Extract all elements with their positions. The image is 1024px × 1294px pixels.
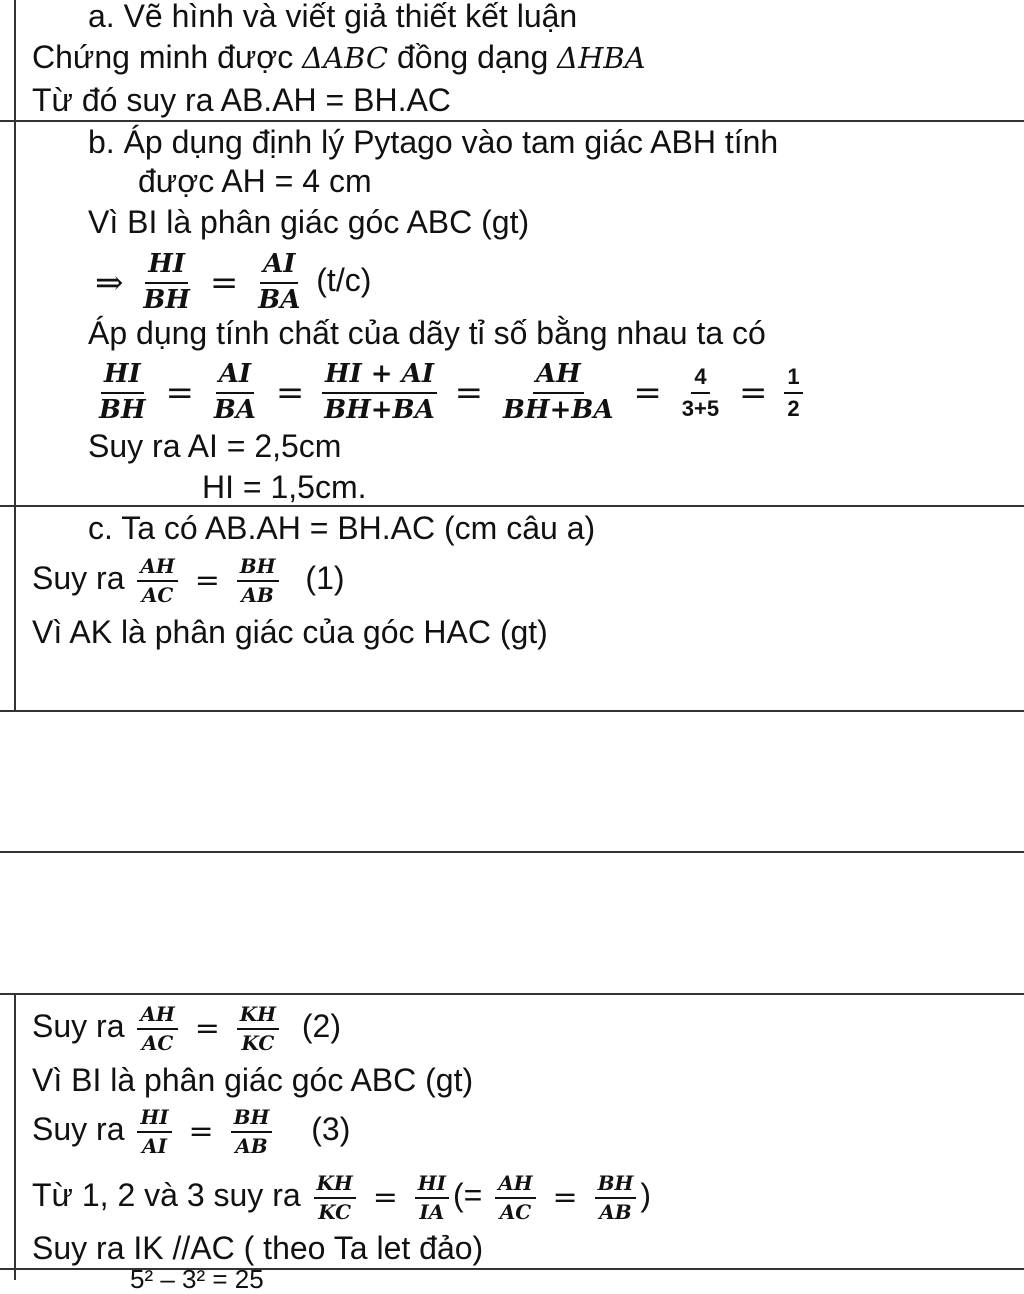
fraction-ah-ac: $\frac{AH}{AC}$ [495,1172,535,1224]
cont-ratio-2: Suy ra $\frac{AH}{AC}$ = $\frac{KH}{KC}$ (2) [32,1001,341,1055]
triangle-hba: ΔHBA [557,41,646,75]
fraction-ai-ba: $\frac{AI}{BA}$ [258,248,301,315]
fraction-ah-sum: $\frac{AH}{BH+BA}$ [503,358,614,425]
part-b-hi-value: HI = 1,5cm. [202,469,367,505]
fraction-bh-ab: $\frac{BH}{AB}$ [595,1172,637,1224]
fraction-1-2: $\frac{1}{2}$ [784,364,802,421]
triangle-abc: ΔABC [302,41,389,75]
cut-off-line: 5² – 3² = 25 [130,1264,264,1294]
fraction-hi-ia: $\frac{HI}{IA}$ [415,1172,449,1224]
part-b-series-intro: Áp dụng tính chất của dãy tỉ số bằng nhau ta có [88,315,766,351]
part-b-bisector-property: ⇒ $\frac{HI}{BH}$ = $\frac{AI}{BA}$ (t/c) [95,248,372,315]
part-c-ak-bisector: Vì AK là phân giác của góc HAC (gt) [32,614,548,650]
part-b-item: b. Áp dụng định lý Pytago vào tam giác ABH tính [88,124,779,160]
part-a-item: a. Vẽ hình và viết giả thiết kết luận [88,0,578,34]
part-c-item: c. Ta có AB.AH = BH.AC (cm câu a) [88,510,596,546]
fraction-ah-ac: $\frac{AH}{AC}$ [137,555,177,607]
part-b-bisector: Vì BI là phân giác góc ABC (gt) [88,204,530,240]
fraction-sum: $\frac{HI + AI}{BH+BA}$ [321,360,437,426]
fraction-hi-ai: $\frac{HI}{AI}$ [137,1106,171,1158]
cont-ratio-3: Suy ra $\frac{HI}{AI}$ = $\frac{BH}{AB}$ (3) [32,1104,351,1158]
part-a-similarity: Chứng minh được ΔABC đồng dạng ΔHBA [32,39,646,75]
fraction-kh-kc: $\frac{KH}{KC}$ [314,1172,356,1224]
fraction-hi-bh: $\frac{HI}{BH}$ [99,358,146,425]
row-divider-c-end [0,710,1024,712]
fraction-4-8: $\frac{4}{3+5}$ [681,364,720,421]
cont-bi-bisector: Vì BI là phân giác góc ABC (gt) [32,1062,474,1098]
row-divider-b-c [0,505,1024,507]
fraction-hi-bh: $\frac{HI}{BH}$ [143,248,190,315]
fraction-bh-ab: $\frac{BH}{AB}$ [231,1106,273,1158]
cont-conclusion: Suy ra IK //AC ( theo Ta let đảo) [32,1230,484,1266]
fraction-bh-ab: $\frac{BH}{AB}$ [237,555,279,607]
part-b-ai-value: Suy ra AI = 2,5cm [88,428,342,464]
table-border-left-top [14,0,16,712]
page-separator [0,851,1024,853]
part-b-ratio-series: $\frac{HI}{BH}$ = $\frac{AI}{BA}$ = $\frac{HI + AI}{BH+BA}$ = $\frac{AH}{BH+BA}$ = $\frac{4}{3+5}$ = $\frac{1}{2}$ [92,352,807,431]
part-a-conclusion: Từ đó suy ra AB.AH = BH.AC [32,82,451,118]
part-b-item-cont: được AH = 4 cm [138,163,372,199]
part-c-ratio-1: Suy ra $\frac{AH}{AC}$ = $\frac{BH}{AB}$ (1) [32,553,345,607]
table-border-left-bottom [14,993,16,1280]
fraction-ah-ac: $\frac{AH}{AC}$ [137,1003,177,1055]
fraction-kh-kc: $\frac{KH}{KC}$ [237,1003,279,1055]
fraction-ai-ba: $\frac{AI}{BA}$ [213,358,256,425]
cont-combined: Từ 1, 2 và 3 suy ra $\frac{KH}{KC}$ = $\frac{HI}{IA}$ (= $\frac{AH}{AC}$ = $\frac{BH}{AB}$ ) [32,1170,652,1224]
